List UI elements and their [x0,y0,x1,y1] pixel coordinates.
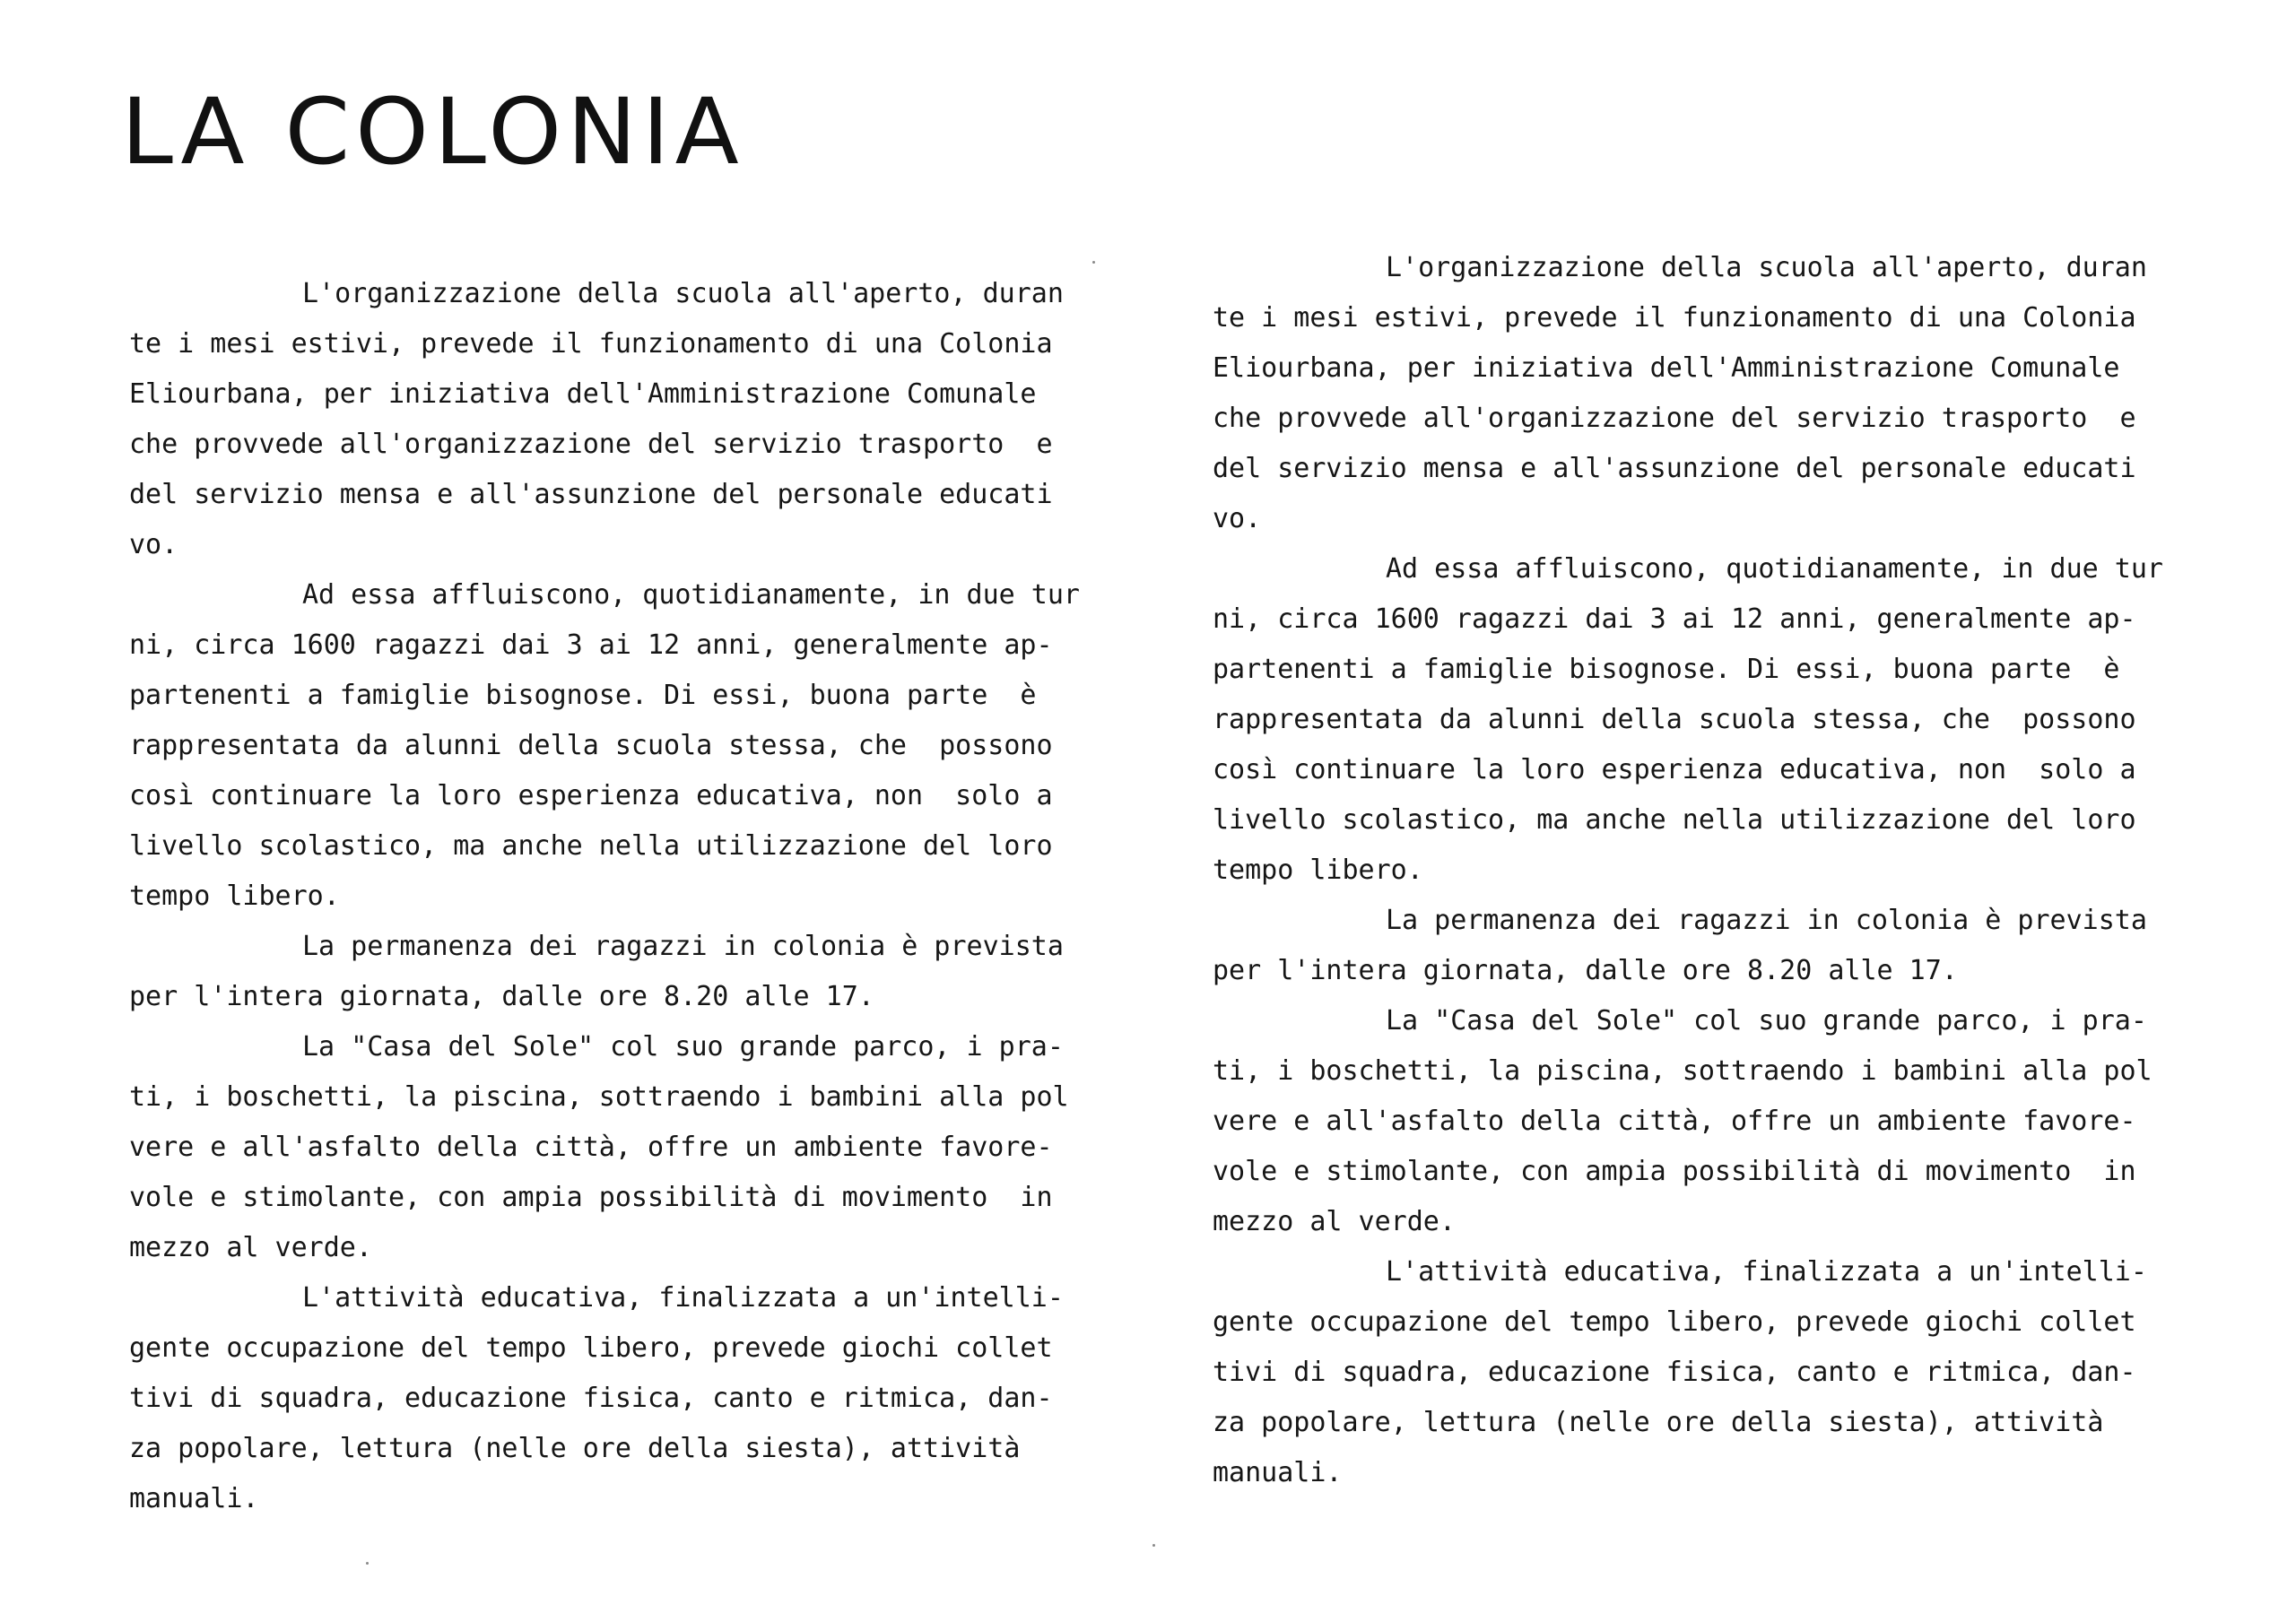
text-line: per l'intera giornata, dalle ore 8.20 alle 17. [1213,955,1958,986]
text-line: L'organizzazione della scuola all'aperto, duran [302,278,1064,309]
text-line: rappresentata da alunni della scuola stessa, che possono [1213,704,2136,735]
text-column-right [1213,243,2208,1498]
text-line: Ad essa affluiscono, quotidianamente, in due tur [1386,553,2163,585]
text-line: manuali. [129,1483,259,1514]
text-line: gente occupazione del tempo libero, prevede giochi collet [129,1332,1053,1364]
text-line: tivi di squadra, educazione fisica, canto e ritmica, dan- [129,1383,1053,1414]
text-line: ti, i boschetti, la piscina, sottraendo i bambini alla pol [1213,1055,2152,1087]
text-line: ti, i boschetti, la piscina, sottraendo i bambini alla pol [129,1081,1069,1113]
page-title: LA COLONIA [121,78,744,186]
text-line: L'attività educativa, finalizzata a un'intelli- [302,1282,1064,1314]
text-line: tempo libero. [129,880,340,912]
text-line: L'attività educativa, finalizzata a un'intelli- [1386,1256,2147,1288]
text-line: per l'intera giornata, dalle ore 8.20 alle 17. [129,981,874,1012]
text-line: partenenti a famiglie bisognose. Di essi, buona parte è [1213,654,2120,685]
text-line: tivi di squadra, educazione fisica, canto e ritmica, dan- [1213,1357,2136,1388]
text-line: vole e stimolante, con ampia possibilità di movimento in [1213,1156,2136,1187]
text-line: vo. [129,529,178,560]
text-line: vere e all'asfalto della città, offre un ambiente favore- [129,1132,1053,1163]
text-line: gente occupazione del tempo libero, prevede giochi collet [1213,1306,2136,1338]
text-line: mezzo al verde. [129,1232,372,1263]
text-line: La "Casa del Sole" col suo grande parco, i pra- [1386,1005,2147,1037]
text-line: vole e stimolante, con ampia possibilità di movimento in [129,1182,1053,1213]
text-line: così continuare la loro esperienza educativa, non solo a [1213,754,2136,785]
paper-speck [1092,261,1095,264]
text-line: te i mesi estivi, prevede il funzionamento di una Colonia [1213,302,2136,334]
text-line: vo. [1213,503,1262,534]
text-line: La permanenza dei ragazzi in colonia è prevista [1386,905,2147,936]
text-line: te i mesi estivi, prevede il funzionamento di una Colonia [129,328,1053,360]
text-line: za popolare, lettura (nelle ore della siesta), attività [1213,1407,2104,1438]
paper-speck [1152,1544,1155,1547]
text-line: ni, circa 1600 ragazzi dai 3 ai 12 anni, generalmente ap- [129,629,1053,661]
text-line: che provvede all'organizzazione del servizio trasporto e [129,429,1053,460]
text-line: L'organizzazione della scuola all'aperto, duran [1386,252,2147,283]
text-line: così continuare la loro esperienza educativa, non solo a [129,780,1053,811]
text-line: partenenti a famiglie bisognose. Di essi, buona parte è [129,680,1037,711]
text-line: manuali. [1213,1457,1343,1488]
text-line: La "Casa del Sole" col suo grande parco, i pra- [302,1031,1064,1063]
text-line: Ad essa affluiscono, quotidianamente, in due tur [302,579,1080,611]
text-line: del servizio mensa e all'assunzione del personale educati [1213,453,2136,484]
text-line: vere e all'asfalto della città, offre un ambiente favore- [1213,1106,2136,1137]
paper-speck [366,1562,369,1565]
text-line: mezzo al verde. [1213,1206,1456,1237]
text-line: za popolare, lettura (nelle ore della siesta), attività [129,1433,1021,1464]
text-line: che provvede all'organizzazione del servizio trasporto e [1213,403,2136,434]
text-line: livello scolastico, ma anche nella utilizzazione del loro [1213,804,2136,836]
text-line: Eliourbana, per iniziativa dell'Amministrazione Comunale [129,378,1037,410]
text-line: tempo libero. [1213,854,1423,886]
text-line: livello scolastico, ma anche nella utilizzazione del loro [129,830,1053,862]
text-line: Eliourbana, per iniziativa dell'Amministrazione Comunale [1213,352,2120,384]
text-column-left [129,269,1125,1524]
text-line: del servizio mensa e all'assunzione del personale educati [129,479,1053,510]
text-line: ni, circa 1600 ragazzi dai 3 ai 12 anni, generalmente ap- [1213,603,2136,635]
text-line: rappresentata da alunni della scuola stessa, che possono [129,730,1053,761]
text-line: La permanenza dei ragazzi in colonia è prevista [302,931,1064,962]
